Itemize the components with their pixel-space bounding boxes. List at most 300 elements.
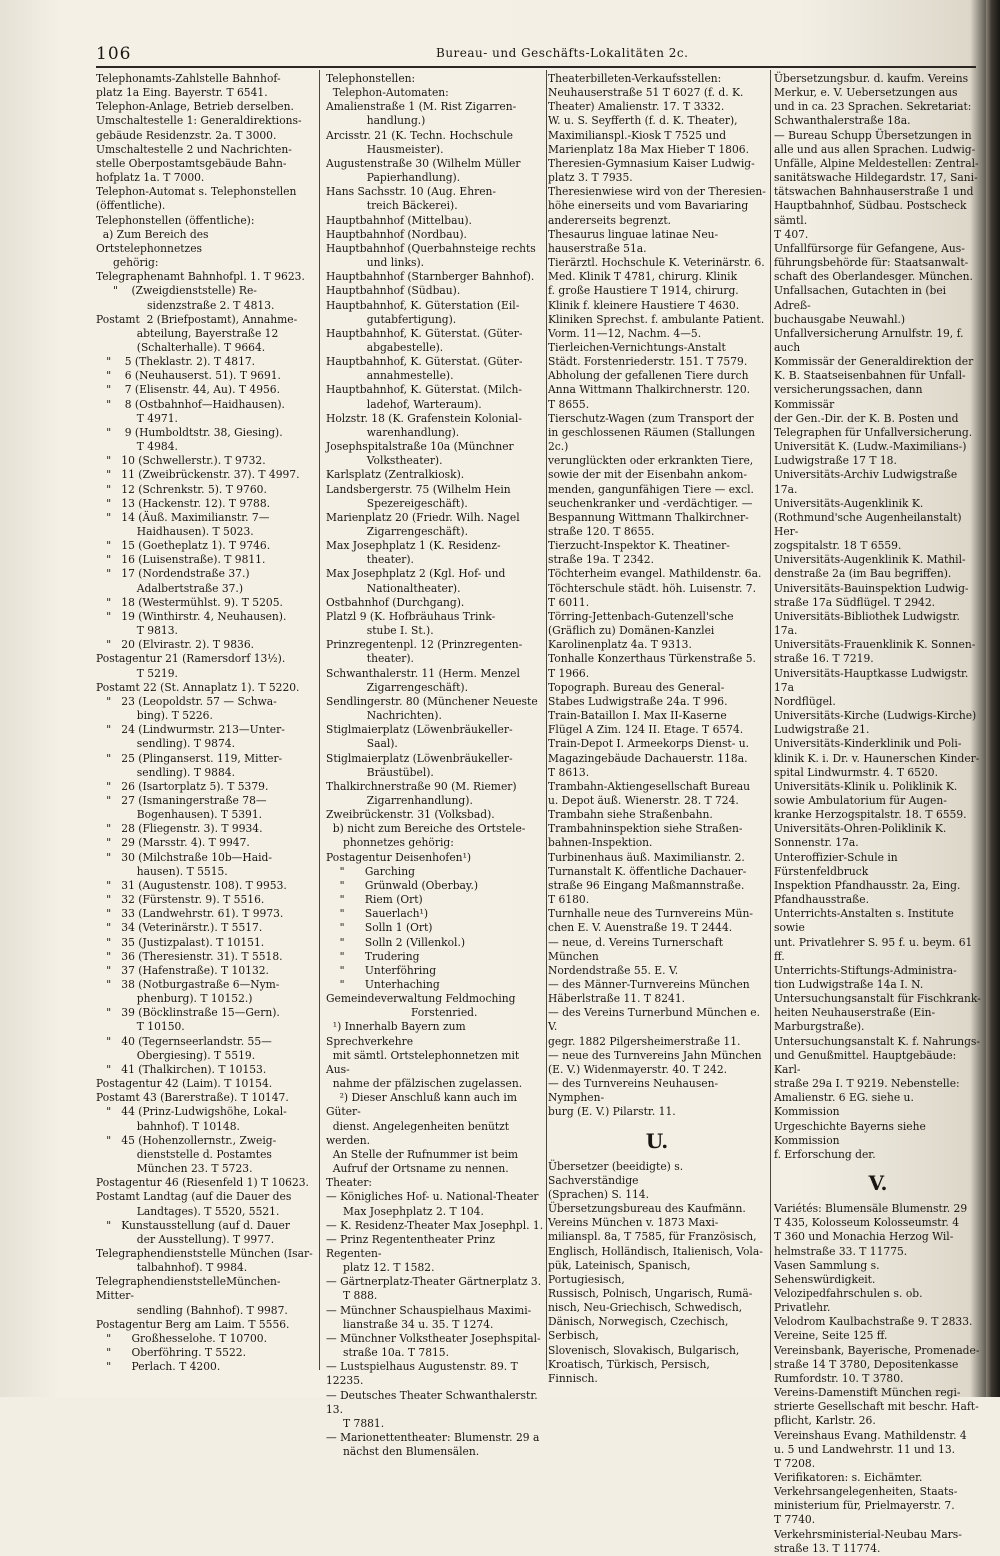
- directory-line: Marburgstraße).: [774, 1020, 865, 1034]
- directory-line: Universitäts-Ohren-Poliklinik K.: [774, 822, 947, 836]
- directory-line: stelle Oberpostamtsgebäude Bahn-: [96, 156, 287, 170]
- directory-line: sendling). T 9874.: [96, 737, 235, 751]
- directory-line: Übersetzungsbureau des Kaufmänn.: [548, 1202, 746, 1216]
- directory-line: " 36 (Theresienstr. 31). T 5518.: [96, 949, 283, 963]
- directory-line: Landsbergerstr. 75 (Wilhelm Hein: [326, 482, 511, 496]
- directory-line: " 15 (Goetheplatz 1). T 9746.: [96, 539, 271, 553]
- directory-line: u. 5 und Landwehrstr. 11 und 13.: [774, 1442, 956, 1456]
- directory-line: T 888.: [326, 1289, 378, 1303]
- directory-line: Zweibrückenstr. 31 (Volksbad).: [326, 808, 495, 822]
- directory-line: T 9813.: [96, 624, 178, 638]
- directory-line: treich Bäckerei).: [326, 199, 458, 213]
- directory-line: Häberlstraße 11. T 8241.: [548, 992, 686, 1006]
- directory-line: Hauptbahnhof (Mittelbau).: [326, 213, 472, 227]
- directory-line: Slovenisch, Slovakisch, Bulgarisch,: [548, 1343, 740, 1357]
- directory-line: Bespannung Wittmann Thalkirchner-: [548, 510, 749, 524]
- book-spine-shadow: [986, 0, 1000, 1397]
- directory-line: dienststelle d. Postamtes: [96, 1147, 272, 1161]
- directory-line: Haidhausen). T 5023.: [96, 525, 254, 538]
- directory-line: Karlsplatz (Zentralkiosk).: [326, 468, 465, 482]
- directory-line: Universitäts-Archiv Ludwigstraße 17a.: [774, 468, 961, 496]
- directory-line: Maximilianspl.-Kiosk T 7525 und: [548, 128, 727, 142]
- directory-line: — Münchner Schauspielhaus Maximi-: [326, 1303, 532, 1317]
- directory-line: (Schalterhalle). T 9664.: [96, 340, 266, 354]
- directory-line: Max Josephplatz 1 (K. Residenz-: [326, 539, 501, 553]
- directory-line: straße 96 Eingang Maßmannstraße.: [548, 878, 745, 892]
- directory-line: " 10 (Schwellerstr.). T 9732.: [96, 454, 266, 468]
- directory-line: — Marionettentheater: Blumenstr. 29 a: [326, 1431, 540, 1444]
- directory-line: Telephonamts-Zahlstelle Bahnhof-: [96, 72, 281, 85]
- directory-line: Karolinenplatz 4a. T 9313.: [548, 638, 692, 652]
- directory-line: Postagentur Deisenhofen¹): [326, 850, 472, 864]
- directory-line: Telephonstellen (öffentliche):: [96, 213, 255, 227]
- directory-line: Hans Sachsstr. 10 (Aug. Ehren-: [326, 185, 497, 199]
- directory-line: Train-Depot I. Armeekorps Dienst- u.: [548, 737, 750, 751]
- directory-line: alle und aus allen Sprachen. Ludwig-: [774, 142, 976, 156]
- directory-line: Gemeindeverwaltung Feldmoching: [326, 992, 516, 1006]
- directory-line: gebäude Residenzstr. 2a. T 3000.: [96, 128, 277, 142]
- directory-line: Finnisch.: [548, 1371, 598, 1385]
- directory-line: abgabestelle).: [326, 340, 444, 354]
- directory-line: Josephspitalstraße 10a (Münchner: [326, 440, 514, 454]
- directory-line: platz 12. T 1582.: [326, 1261, 435, 1275]
- directory-line: und Genußmittel. Hauptgebäude: Karl-: [774, 1048, 960, 1076]
- directory-line: T 5219.: [96, 666, 178, 680]
- directory-line: Universitäts-Frauenklinik K. Sonnen-: [774, 638, 976, 652]
- directory-line: Max Josephplatz 2 (Kgl. Hof- und: [326, 567, 506, 581]
- directory-line: nächst den Blumensälen.: [326, 1445, 480, 1459]
- directory-line: spital Lindwurmstr. 4. T 6520.: [774, 765, 938, 779]
- directory-line: Telegraphenamt Bahnhofpl. 1. T 9623.: [96, 270, 305, 284]
- directory-line: Tierleichen-Vernichtungs-Anstalt: [548, 340, 726, 354]
- directory-line: — Königliches Hof- u. National-Theater: [326, 1190, 539, 1204]
- directory-line: Spezereigeschäft).: [326, 496, 468, 510]
- directory-line: Töchterschule städt. höh. Luisenstr. 7.: [548, 581, 756, 595]
- directory-line: Postamt 43 (Barerstraße). T 10147.: [96, 1091, 289, 1105]
- column-4: [774, 72, 982, 1556]
- directory-line: Vorm. 11—12, Nachm. 4—5.: [548, 326, 702, 340]
- directory-line: straße 17a Südflügel. T 2942.: [774, 595, 936, 609]
- directory-line: " 32 (Fürstenstr. 9). T 5516.: [96, 893, 265, 907]
- directory-line: " 28 (Fliegenstr. 3). T 9934.: [96, 822, 263, 836]
- directory-line: Vereins-Damenstift München regi-: [774, 1386, 961, 1400]
- directory-line: Postagentur Berg am Laim. T 5556.: [96, 1317, 290, 1331]
- directory-line: Klinik f. kleinere Haustiere T 4630.: [548, 298, 740, 312]
- directory-line: " 44 (Prinz-Ludwigshöhe, Lokal-: [96, 1105, 287, 1119]
- directory-line: Landtages). T 5520, 5521.: [96, 1204, 280, 1218]
- directory-line: Variétés: Blumensäle Blumenstr. 29: [774, 1202, 968, 1216]
- directory-line: München 23. T 5723.: [96, 1162, 253, 1176]
- directory-line: " 16 (Luisenstraße). T 9811.: [96, 553, 266, 567]
- directory-line: Volkstheater).: [326, 454, 443, 468]
- directory-line: Anna Wittmann Thalkirchnerstr. 120.: [548, 383, 751, 397]
- directory-line: Universitäts-Bibliothek Ludwigstr. 17a.: [774, 609, 964, 638]
- directory-line: Universitäts-Kinderklinik und Poli-: [774, 737, 962, 751]
- directory-line: " Unterhaching: [326, 978, 440, 991]
- directory-line: " 5 (Theklastr. 2). T 4817.: [96, 355, 256, 369]
- directory-line: Verkehrsministerial-Neubau Mars-: [774, 1527, 962, 1541]
- directory-line: W. u. S. Seyfferth (f. d. K. Theater),: [548, 114, 738, 128]
- directory-line: Törring-Jettenbach-Gutenzell'sche: [548, 609, 734, 623]
- directory-line: zogspitalstr. 18 T 6559.: [774, 539, 902, 553]
- directory-line: " 41 (Thalkirchen). T 10153.: [96, 1062, 267, 1076]
- directory-line: straße 120. T 8655.: [548, 525, 655, 538]
- directory-line: Postagentur 42 (Laim). T 10154.: [96, 1077, 273, 1091]
- directory-line: Magazingebäude Dachauerstr. 118a.: [548, 751, 748, 765]
- directory-line: Prinzregentenpl. 12 (Prinzregenten-: [326, 638, 523, 652]
- directory-line: Forstenried.: [326, 1006, 478, 1020]
- directory-line: in geschlossenen Räumen (Stallungen 2c.): [548, 425, 759, 454]
- directory-line: klinik K. i. Dr. v. Haunerschen Kinder-: [774, 751, 980, 765]
- directory-line: — Gärtnerplatz-Theater Gärtnerplatz 3.: [326, 1275, 542, 1289]
- directory-line: " Kunstausstellung (auf d. Dauer: [96, 1218, 290, 1232]
- directory-line: platz 3. T 7935.: [548, 171, 633, 185]
- directory-line: " (Zweigdienststelle) Re-: [96, 284, 257, 298]
- directory-line: Unterrichts-Anstalten s. Institute sowie: [774, 907, 958, 935]
- directory-line: Unfallversicherung Arnulfstr. 19, f. auch: [774, 326, 967, 354]
- directory-line: " 9 (Humboldtstr. 38, Giesing).: [96, 425, 283, 439]
- directory-line: Stiglmaierplatz (Löwenbräukeller-: [326, 751, 513, 765]
- directory-line: " Großhesselohe. T 10700.: [96, 1331, 268, 1345]
- directory-line: Ludwigstraße 17 T 18.: [774, 454, 897, 468]
- directory-line: abteilung, Bayerstraße 12: [96, 326, 279, 340]
- directory-line: phonnetzes gehörig:: [326, 836, 454, 850]
- directory-line: " 27 (Ismaningerstraße 78—: [96, 793, 267, 807]
- directory-line: Töchterheim evangel. Mathildenstr. 6a.: [548, 567, 762, 581]
- directory-line: Stiglmaierplatz (Löwenbräukeller-: [326, 723, 513, 737]
- directory-line: " 24 (Lindwurmstr. 213—Unter-: [96, 723, 285, 737]
- directory-line: TelegraphendienststelleMünchen-Mitter-: [96, 1275, 281, 1303]
- directory-line: sowie Ambulatorium für Augen-: [774, 793, 947, 807]
- column-3: [548, 72, 766, 1386]
- directory-line: Rumfordstr. 10. T 3780.: [774, 1371, 904, 1385]
- directory-line: — neue, d. Vereins Turnerschaft München: [548, 935, 727, 963]
- directory-line: stube I. St.).: [326, 624, 434, 638]
- directory-line: — des Männer-Turnvereins München: [548, 978, 750, 991]
- directory-line: " Unterföhring: [326, 963, 437, 977]
- directory-line: führungsbehörde für: Staatsanwalt-: [774, 256, 969, 270]
- directory-line: " 6 (Neuhauserst. 51). T 9691.: [96, 369, 281, 383]
- directory-line: T 1966.: [548, 666, 590, 680]
- directory-line: helmstraße 33. T 11775.: [774, 1244, 908, 1258]
- directory-line: schaft des Oberlandesger. München.: [774, 270, 973, 284]
- directory-line: Telephon-Anlage, Betrieb derselben.: [96, 100, 294, 114]
- page-number: 106: [96, 44, 132, 64]
- directory-line: " 17 (Nordendstraße 37.): [96, 567, 250, 581]
- directory-line: " 40 (Tegernseerlandstr. 55—: [96, 1034, 272, 1048]
- directory-line: ministerium für, Prielmayerstr. 7.: [774, 1499, 955, 1513]
- directory-line: Ostbahnhof (Durchgang).: [326, 595, 465, 609]
- directory-line: Vereins München v. 1873 Maxi-: [548, 1216, 719, 1230]
- directory-line: Trambahn-Aktiengesellschaft Bureau: [548, 779, 751, 793]
- directory-line: (Rothmund'sche Augenheilanstalt) Her-: [774, 510, 965, 538]
- directory-line: Marienplatz 20 (Friedr. Wilh. Nagel: [326, 510, 520, 524]
- directory-line: Tierschutz-Wagen (zum Transport der: [548, 411, 754, 425]
- running-head: Bureau- und Geschäfts-Lokalitäten 2c.: [436, 46, 689, 60]
- directory-line: Telephonstellen:: [326, 72, 416, 85]
- directory-line: handlung.): [326, 114, 426, 128]
- directory-line: " 37 (Hafenstraße). T 10132.: [96, 963, 269, 977]
- directory-line: — Prinz Regententheater Prinz Regenten-: [326, 1232, 499, 1260]
- directory-line: T 7881.: [326, 1416, 385, 1430]
- directory-line: T 10150.: [96, 1020, 185, 1034]
- directory-line: " 29 (Marsstr. 4). T 9947.: [96, 836, 250, 850]
- directory-line: Theresien-Gymnasium Kaiser Ludwig-: [548, 156, 755, 170]
- directory-line: Universität K. (Ludw.-Maximilians-): [774, 440, 967, 454]
- directory-line: nahme der pfälzischen zugelassen.: [326, 1077, 523, 1091]
- directory-line: — des Vereins Turnerbund München e. V.: [548, 1006, 764, 1034]
- directory-line: der Gen.-Dir. der K. B. Posten und: [774, 411, 959, 425]
- directory-line: straße 13. T 11774.: [774, 1541, 881, 1555]
- directory-line: Postamt Landtag (auf die Dauer des: [96, 1190, 292, 1204]
- directory-line: Kliniken Sprechst. f. ambulante Patient.: [548, 312, 765, 326]
- directory-line: ladehof, Warteraum).: [326, 397, 482, 411]
- directory-line: Nachrichten).: [326, 709, 442, 723]
- directory-line: dienst. Angelegenheiten benützt werden.: [326, 1119, 513, 1147]
- directory-line: und in ca. 23 Sprachen. Sekretariat:: [774, 100, 972, 114]
- directory-line: Neuhauserstraße 51 T 6027 (f. d. K.: [548, 86, 744, 100]
- directory-line: annahmestelle).: [326, 369, 454, 383]
- directory-line: Velodrom Kaulbachstraße 9. T 2833.: [774, 1315, 973, 1329]
- directory-line: Amalienstr. 6 EG. siehe u. Kommission: [774, 1091, 918, 1119]
- directory-line: Postamt 2 (Briefpostamt), Annahme-: [96, 312, 298, 326]
- directory-line: Flügel A Zim. 124 II. Etage. T 6574.: [548, 723, 744, 737]
- directory-line: Hauptbahnhof (Querbahnsteige rechts: [326, 241, 536, 255]
- directory-line: Zigarrengeschäft).: [326, 680, 468, 694]
- directory-line: Tierärztl. Hochschule K. Veterinärstr. 6.: [548, 256, 765, 270]
- directory-line: phenburg). T 10152.): [96, 992, 253, 1006]
- directory-line: Hauptbahnhof (Nordbau).: [326, 227, 467, 241]
- directory-line: Urgeschichte Bayerns siehe Kommission: [774, 1119, 930, 1147]
- directory-line: " Solln 2 (Villenkol.): [326, 935, 466, 949]
- directory-line: Turbinenhaus äuß. Maximilianstr. 2.: [548, 850, 745, 864]
- directory-line: Universitäts-Klinik u. Poliklinik K.: [774, 779, 958, 793]
- directory-line: " 12 (Schrenkstr. 5). T 9760.: [96, 482, 267, 496]
- directory-line: " Oberföhring. T 5522.: [96, 1346, 246, 1360]
- directory-line: — Münchner Volkstheater Josephspital-: [326, 1331, 541, 1345]
- directory-line: Englisch, Holländisch, Italienisch, Vola-: [548, 1244, 763, 1258]
- directory-line: Hauptbahnhof, K. Güterstat. (Güter-: [326, 326, 523, 340]
- directory-line: — neue des Turnvereins Jahn München: [548, 1048, 762, 1062]
- directory-line: Postagentur 46 (Riesenfeld 1) T 10623.: [96, 1176, 309, 1190]
- directory-line: Hausmeister).: [326, 142, 444, 156]
- directory-line: theater).: [326, 652, 414, 666]
- directory-line: T 8655.: [548, 397, 590, 411]
- directory-line: Telegraphen für Unfallversicherung.: [774, 425, 973, 439]
- directory-line: " 7 (Elisenstr. 44, Au). T 4956.: [96, 383, 280, 397]
- directory-line: warenhandlung).: [326, 425, 460, 439]
- directory-line: Universitäts-Augenklinik K.: [774, 496, 924, 510]
- directory-line: Turnanstalt K. öffentliche Dachauer-: [548, 864, 747, 878]
- directory-line: T 4984.: [96, 440, 178, 454]
- directory-line: Postamt 22 (St. Annaplatz 1). T 5220.: [96, 680, 300, 694]
- directory-line: Trambahninspektion siehe Straßen-: [548, 822, 743, 836]
- directory-line: der Ausstellung). T 9977.: [96, 1232, 275, 1246]
- directory-line: denstraße 2a (im Bau begriffen).: [774, 567, 952, 581]
- directory-line: Zigarrengeschäft).: [326, 525, 468, 538]
- directory-line: Übersetzungsbur. d. kaufm. Vereins: [774, 72, 969, 85]
- directory-line: T 7740.: [774, 1513, 816, 1527]
- directory-line: nisch, Neu-Griechisch, Schwedisch,: [548, 1301, 743, 1315]
- directory-line: straße 10a. T 7815.: [326, 1346, 450, 1360]
- directory-line: ¹) Innerhalb Bayern zum Sprechverkehre: [326, 1020, 470, 1048]
- directory-line: u. Depot äuß. Wienerstr. 28. T 724.: [548, 793, 739, 807]
- directory-line: Sonnenstr. 17a.: [774, 836, 859, 850]
- directory-line: " 20 (Elvirastr. 2). T 9836.: [96, 638, 255, 652]
- directory-line: mit sämtl. Ortstelephonnetzen mit Aus-: [326, 1048, 523, 1076]
- directory-line: Aufruf der Ortsname zu nennen.: [326, 1162, 509, 1176]
- directory-line: T 7208.: [774, 1456, 816, 1470]
- directory-line: Vasen Sammlung s. Sehenswürdigkeit.: [774, 1258, 883, 1286]
- directory-line: T 360 und Monachia Herzog Wil-: [774, 1230, 954, 1244]
- directory-line: — des Turnvereins Neuhausen-Nymphen-: [548, 1077, 719, 1105]
- directory-line: " 30 (Milchstraße 10b—Haid-: [96, 850, 272, 864]
- directory-line: Nationaltheater).: [326, 581, 461, 595]
- directory-line: (Gräflich zu) Domänen-Kanzlei: [548, 624, 715, 638]
- directory-line: seuchenkranker und -verdächtiger. —: [548, 496, 753, 510]
- directory-line: Stabes Ludwigstraße 24a. T 996.: [548, 694, 728, 708]
- directory-line: " 8 (Ostbahnhof—Haidhausen).: [96, 397, 285, 411]
- directory-line: platz 1a Eing. Bayerstr. T 6541.: [96, 86, 268, 100]
- section-letter: V.: [868, 1171, 888, 1196]
- directory-line: " 13 (Hackenstr. 12). T 9788.: [96, 496, 271, 510]
- directory-line: Holzstr. 18 (K. Grafenstein Kolonial-: [326, 411, 522, 425]
- directory-line: K. B. Staatseisenbahnen für Unfall-: [774, 369, 966, 383]
- directory-line: Marienplatz 18a Max Hieber T 1806.: [548, 142, 749, 156]
- directory-line: Inspektion Pfandhausstr. 2a, Eing.: [774, 878, 961, 892]
- directory-line: Nordflügel.: [774, 694, 836, 708]
- directory-line: — Deutsches Theater Schwanthalerstr. 13.: [326, 1388, 542, 1416]
- directory-line: " 38 (Notburgastraße 6—Nym-: [96, 978, 280, 991]
- directory-line: Adalbertstraße 37.): [96, 581, 243, 595]
- directory-line: Arcisstr. 21 (K. Techn. Hochschule: [326, 128, 513, 142]
- directory-line: " 23 (Leopoldstr. 57 — Schwa-: [96, 694, 277, 708]
- directory-line: straße 19a. T 2342.: [548, 553, 655, 567]
- directory-line: Dänisch, Norwegisch, Czechisch, Serbisch,: [548, 1315, 732, 1343]
- directory-line: a) Zum Bereich des Ortstelephonnetzes: [96, 227, 212, 255]
- directory-line: heiten Neuhauserstraße (Ein-: [774, 1006, 936, 1020]
- directory-line: Kommissär der Generaldirektion der: [774, 355, 974, 369]
- directory-line: " 34 (Veterinärstr.). T 5517.: [96, 921, 263, 935]
- directory-line: Schwanthalerstr. 11 (Herm. Menzel: [326, 666, 520, 680]
- directory-line: talbahnhof). T 9984.: [96, 1261, 248, 1275]
- directory-line: " 45 (Hohenzollernstr., Zweig-: [96, 1133, 277, 1147]
- directory-line: Med. Klinik T 4781, chirurg. Klinik: [548, 270, 738, 284]
- directory-line: Turnhalle neue des Turnvereins Mün-: [548, 907, 753, 921]
- directory-line: Hauptbahnhof, K. Güterstat. (Milch-: [326, 383, 522, 397]
- directory-line: (E. V.) Widenmayerstr. 40. T 242.: [548, 1062, 728, 1076]
- directory-line: Vereine, Seite 125 ff.: [774, 1329, 888, 1343]
- directory-line: tion Ludwigstraße 14a I. N.: [774, 978, 924, 991]
- directory-line: sendling (Bahnhof). T 9987.: [96, 1303, 288, 1317]
- directory-line: Theater:: [326, 1176, 373, 1190]
- directory-line: " 31 (Augustenstr. 108). T 9953.: [96, 878, 287, 892]
- directory-line: T 8613.: [548, 765, 590, 779]
- directory-line: menden, gangunfähigen Tiere — excl.: [548, 482, 754, 496]
- directory-line: Merkur, e. V. Uebersetzungen aus: [774, 86, 958, 100]
- directory-line: Untersuchungsanstalt K. f. Nahrungs-: [774, 1034, 981, 1048]
- directory-line: f. Erforschung der.: [774, 1147, 876, 1161]
- directory-line: Unfallsachen, Gutachten in (bei Adreß-: [774, 284, 950, 312]
- directory-line: Vereinsbank, Bayerische, Promenade-: [774, 1343, 980, 1357]
- directory-line: Theater) Amalienstr. 17. T 3332.: [548, 100, 725, 114]
- directory-line: milianspl. 8a, T 7585, für Französisch,: [548, 1230, 757, 1244]
- column-1: [96, 72, 314, 1374]
- column-2: [326, 72, 544, 1459]
- directory-line: Trambahn siehe Straßenbahn.: [548, 808, 713, 822]
- directory-line: Pfandhausstraße.: [774, 893, 869, 907]
- directory-line: höhe einerseits und vom Bavariaring: [548, 199, 749, 213]
- directory-line: Unfallfürsorge für Gefangene, Aus-: [774, 241, 965, 255]
- directory-line: Papierhandlung).: [326, 171, 461, 185]
- header-rule: [96, 66, 976, 68]
- directory-line: Theresienwiese wird von der Theresien-: [548, 185, 766, 199]
- directory-line: Zigarrenhandlung).: [326, 793, 473, 807]
- directory-line: Umschaltestelle 1: Generaldirektions-: [96, 114, 302, 128]
- directory-line: sendling). T 9884.: [96, 765, 235, 779]
- directory-line: — K. Residenz-Theater Max Josephpl. 1.: [326, 1218, 544, 1232]
- directory-line: " Riem (Ort): [326, 893, 423, 907]
- directory-line: Tierzucht-Inspektor K. Theatiner-: [548, 539, 730, 553]
- directory-line: Thesaurus linguae latinae Neu-: [548, 227, 719, 241]
- directory-line: Hauptbahnhof, K. Güterstation (Eil-: [326, 298, 520, 312]
- directory-line: Verkehrsangelegenheiten, Staats-: [774, 1485, 958, 1499]
- directory-line: b) nicht zum Bereiche des Ortstele-: [326, 822, 526, 836]
- directory-line: " 39 (Böcklinstraße 15—Gern).: [96, 1006, 280, 1020]
- directory-line: " 11 (Zweibrückenstr. 37). T 4997.: [96, 468, 300, 482]
- directory-line: Velozipedfahrschulen s. ob. Privatlehr.: [774, 1286, 926, 1315]
- directory-line: Vereinshaus Evang. Mathildenstr. 4: [774, 1428, 967, 1442]
- directory-line: Umschaltestelle 2 und Nachrichten-: [96, 142, 292, 156]
- directory-line: Abholung der gefallenen Tiere durch: [548, 369, 749, 383]
- directory-line: Universitäts-Bauinspektion Ludwig-: [774, 581, 969, 595]
- column-divider: [319, 70, 320, 1370]
- directory-line: Telephon-Automaten:: [326, 86, 449, 100]
- directory-line: " 18 (Westermühlst. 9). T 5205.: [96, 595, 283, 609]
- directory-line: (Sprachen) S. 114.: [548, 1187, 649, 1201]
- directory-line: Städt. Forstenriederstr. 151. T 7579.: [548, 355, 748, 369]
- directory-line: straße 14 T 3780, Depositenkasse: [774, 1357, 959, 1371]
- directory-line: Universitäts-Augenklinik K. Mathil-: [774, 553, 966, 567]
- directory-line: gutabfertigung).: [326, 312, 457, 326]
- directory-line: Train-Bataillon I. Max II-Kaserne: [548, 709, 727, 723]
- directory-line: Tonhalle Konzerthaus Türkenstraße 5.: [548, 652, 756, 666]
- directory-line: Max Josephplatz 2. T 104.: [326, 1204, 484, 1218]
- directory-line: Postagentur 21 (Ramersdorf 13½).: [96, 652, 286, 666]
- directory-line: sowie der mit der Eisenbahn ankom-: [548, 468, 747, 482]
- directory-line: bing). T 5226.: [96, 709, 213, 723]
- directory-line: straße 29a I. T 9219. Nebenstelle:: [774, 1077, 960, 1091]
- directory-line: " Sauerlach¹): [326, 907, 429, 921]
- directory-line: T 4971.: [96, 411, 178, 425]
- section-letter: U.: [645, 1128, 669, 1153]
- directory-line: buchausgabe Neuwahl.): [774, 312, 906, 326]
- directory-line: Thalkirchnerstraße 90 (M. Riemer): [326, 779, 517, 793]
- directory-line: hofplatz 1a. T 7000.: [96, 171, 205, 185]
- directory-line: pük, Lateinisch, Spanisch, Portugiesisch,: [548, 1258, 694, 1286]
- directory-line: Amalienstraße 1 (M. Rist Zigarren-: [326, 100, 517, 114]
- directory-line: " 26 (Isartorplatz 5). T 5379.: [96, 779, 269, 793]
- directory-line: lianstraße 34 u. 35. T 1274.: [326, 1317, 494, 1331]
- directory-line: und links).: [326, 256, 425, 270]
- directory-line: Obergiesing). T 5519.: [96, 1048, 256, 1062]
- directory-line: f. große Haustiere T 1914, chirurg.: [548, 284, 739, 298]
- directory-line: Augustenstraße 30 (Wilhelm Müller: [326, 156, 521, 170]
- directory-line: bahnen-Inspektion.: [548, 836, 653, 850]
- directory-line: Telegraphendienststelle München (Isar-: [96, 1246, 313, 1260]
- directory-line: — Bureau Schupp Übersetzungen in: [774, 128, 972, 142]
- directory-line: Übersetzer (beeidigte) s. Sachverständige: [548, 1159, 687, 1187]
